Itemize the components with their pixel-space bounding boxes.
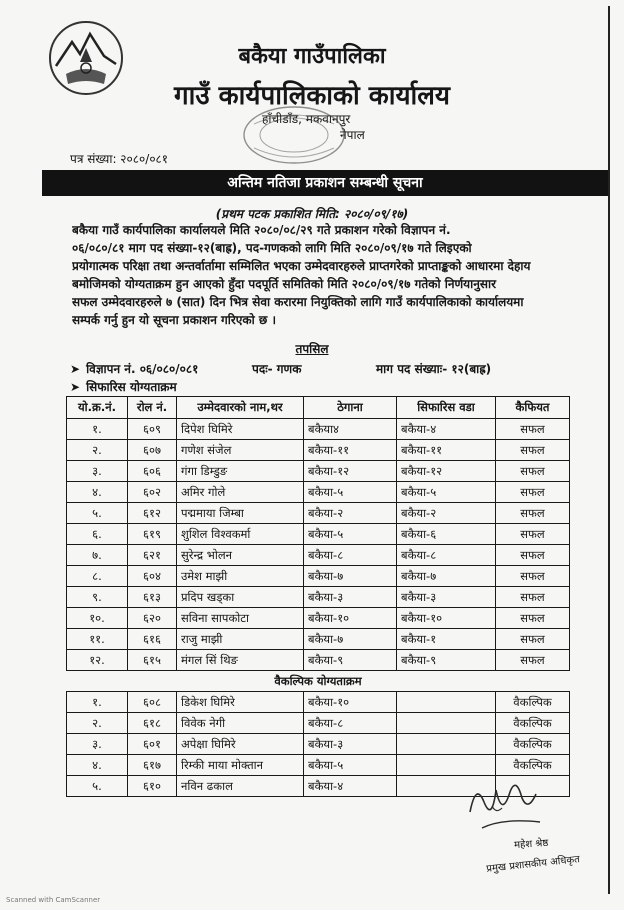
scanner-watermark: Scanned with CamScanner	[6, 896, 101, 904]
cell-address: बकैया-७	[304, 566, 397, 587]
cell-remarks: वैकल्पिक	[496, 734, 570, 755]
cell-name: डिकेश घिमिरे	[177, 692, 304, 713]
cell-ward: बकैया-७	[397, 566, 496, 587]
signatory-name: महेश श्रेष्ठ	[513, 837, 549, 852]
cell-name: विवेक नेगी	[177, 713, 304, 734]
advertisement-number-text: विज्ञापन नं. ०६/०८०/०८१	[86, 362, 199, 376]
table-row	[67, 503, 570, 524]
cell-roll: ६०७	[128, 440, 177, 461]
cell-remarks: वैकल्पिक	[496, 692, 570, 713]
table-row	[67, 734, 570, 755]
cell-remarks: सफल	[496, 524, 570, 545]
header-ward: सिफारिस वडा	[397, 397, 496, 419]
notice-paragraph	[72, 221, 570, 329]
cell-roll: ६०१	[128, 734, 177, 755]
cell-ward: बकैया-४	[397, 419, 496, 440]
cell-name: राजु माझी	[177, 629, 304, 650]
cell-sn: १२.	[67, 650, 128, 671]
cell-remarks: वैकल्पिक	[496, 755, 570, 776]
cell-ward: बकैया-५	[397, 482, 496, 503]
table-row	[67, 692, 570, 713]
cell-sn: ३.	[67, 734, 128, 755]
page-border	[608, 6, 610, 894]
cell-ward: बकैया-१	[397, 629, 496, 650]
paragraph-line: प्रयोगात्मक परिक्षा तथा अन्तर्वार्तामा सम्मिलित भएका उम्मेदवारहरुले प्राप्तगरेको प्राप्ताङ्कको आधारमा देहाय	[72, 259, 531, 273]
cell-sn: ११.	[67, 629, 128, 650]
recommended-label-text: सिफारिस योग्यताक्रम	[86, 380, 177, 394]
cell-name: सविना सापकोटा	[177, 608, 304, 629]
cell-remarks: सफल	[496, 629, 570, 650]
arrow-bullet-icon: ➤	[70, 362, 81, 376]
paragraph-line: बमोजिमको योग्यताक्रम हुन आएको हुँदा पदपूर्ति समितिको मिति २०८०/०९/१७ गतेको निर्णयानुसार	[72, 277, 497, 291]
cell-remarks: सफल	[496, 587, 570, 608]
cell-ward	[397, 692, 496, 713]
cell-sn: १.	[67, 692, 128, 713]
cell-sn: ४.	[67, 755, 128, 776]
cell-address: बकैया-३	[304, 587, 397, 608]
paragraph-line: ०६/०८०/८१ माग पद संख्या-१२(बाह्र), पद-गणकको लागि मिति २०८०/०९/१७ गते लिइएको	[72, 241, 472, 255]
recommended-label	[70, 378, 177, 395]
demand-count: माग पद संख्याः- १२(बाह्र)	[376, 362, 492, 376]
paragraph-line: बकैया गाउँ कार्यपालिका कार्यालयले मिति २०८०/०८/२९ गते प्रकाशन गरेको विज्ञापन नं.	[72, 223, 451, 237]
cell-ward: बकैया-१०	[397, 608, 496, 629]
cell-name: गंगा डिम्डुङ	[177, 461, 304, 482]
table-row	[67, 608, 570, 629]
publish-date: (प्रथम पटक प्रकाशित मिति: २०८०/०९/१७)	[215, 207, 409, 221]
office-stamp-icon	[238, 102, 350, 168]
cell-sn: ४.	[67, 482, 128, 503]
address-line-2: नेपाल	[340, 128, 365, 142]
tapasil-heading: तपसिल	[295, 342, 329, 356]
cell-address: बकैया-१०	[304, 692, 397, 713]
cell-address: बकैया-५	[304, 755, 397, 776]
cell-remarks: सफल	[496, 461, 570, 482]
cell-roll: ६१९	[128, 524, 177, 545]
cell-ward: बकैया-२	[397, 503, 496, 524]
cell-roll: ६२०	[128, 608, 177, 629]
cell-roll: ६२१	[128, 545, 177, 566]
office-title: गाउँ कार्यपालिकाको कार्यालय	[174, 81, 450, 111]
post-name: पदः- गणक	[252, 362, 302, 376]
cell-ward: बकैया-१२	[397, 461, 496, 482]
table-row	[67, 650, 570, 671]
table-row	[67, 461, 570, 482]
cell-name: शुशिल विश्वकर्मा	[177, 524, 304, 545]
table-row	[67, 629, 570, 650]
table-row	[67, 419, 570, 440]
address-line-1: हाँचीडाँड, मकवानपुर	[262, 112, 351, 126]
cell-roll: ६१६	[128, 629, 177, 650]
cell-sn: ५.	[67, 503, 128, 524]
cell-remarks: सफल	[496, 650, 570, 671]
cell-roll: ६०४	[128, 566, 177, 587]
table-header-row	[67, 397, 570, 419]
cell-sn: १.	[67, 419, 128, 440]
cell-address: बकैया-७	[304, 629, 397, 650]
cell-name: प्रदिप खड्का	[177, 587, 304, 608]
cell-name: गणेश संजेल	[177, 440, 304, 461]
results-table	[66, 396, 570, 797]
cell-remarks: सफल	[496, 566, 570, 587]
cell-ward	[397, 734, 496, 755]
cell-name: दिपेश घिमिरे	[177, 419, 304, 440]
cell-name: रिम्की माया मोक्तान	[177, 755, 304, 776]
cell-address: बकैया-८	[304, 545, 397, 566]
cell-remarks: सफल	[496, 503, 570, 524]
cell-sn: २.	[67, 440, 128, 461]
cell-sn: २.	[67, 713, 128, 734]
cell-remarks: वैकल्पिक	[496, 713, 570, 734]
header-roll: रोल नं.	[128, 397, 177, 419]
cell-ward: बकैया-८	[397, 545, 496, 566]
cell-roll: ६१७	[128, 755, 177, 776]
header-name: उम्मेदवारको नाम,थर	[177, 397, 304, 419]
cell-roll: ६०२	[128, 482, 177, 503]
cell-address: बकैया-५	[304, 524, 397, 545]
cell-address: बकैया-११	[304, 440, 397, 461]
header-remarks: कैफियत	[496, 397, 570, 419]
cell-ward: बकैया-११	[397, 440, 496, 461]
cell-address: बकैया४	[304, 419, 397, 440]
table-row	[67, 440, 570, 461]
header-address: ठेगाना	[304, 397, 397, 419]
cell-address: बकैया-५	[304, 482, 397, 503]
cell-ward: बकैया-३	[397, 587, 496, 608]
cell-name: अपेक्षा घिमिरे	[177, 734, 304, 755]
cell-sn: ९.	[67, 587, 128, 608]
signature-scribble-icon	[462, 772, 552, 842]
cell-ward: बकैया-९	[397, 650, 496, 671]
cell-ward: बकैया-६	[397, 524, 496, 545]
cell-roll: ६१८	[128, 713, 177, 734]
alternate-section-row	[67, 671, 570, 692]
letter-number: पत्र संख्या: २०८०/०८१	[70, 152, 169, 166]
cell-roll: ६१३	[128, 587, 177, 608]
cell-name: मंगल सिं थिङ	[177, 650, 304, 671]
cell-roll: ६०८	[128, 692, 177, 713]
cell-remarks: सफल	[496, 440, 570, 461]
cell-remarks: सफल	[496, 419, 570, 440]
table-row	[67, 713, 570, 734]
cell-remarks: सफल	[496, 482, 570, 503]
cell-address: बकैया-१२	[304, 461, 397, 482]
paragraph-line: सम्पर्क गर्नु हुन यो सूचना प्रकाशन गरिएको छ ।	[72, 313, 277, 327]
cell-address: बकैया-३	[304, 734, 397, 755]
cell-remarks: सफल	[496, 545, 570, 566]
table-row	[67, 482, 570, 503]
cell-address: बकैया-४	[304, 776, 397, 797]
cell-sn: ७.	[67, 545, 128, 566]
cell-name: अमिर गोले	[177, 482, 304, 503]
cell-roll: ६१२	[128, 503, 177, 524]
cell-roll: ६०६	[128, 461, 177, 482]
cell-remarks: सफल	[496, 608, 570, 629]
cell-address: बकैया-८	[304, 713, 397, 734]
notice-banner: अन्तिम नतिजा प्रकाशन सम्बन्धी सूचना	[42, 170, 608, 196]
cell-roll: ६१०	[128, 776, 177, 797]
cell-name: नविन ढकाल	[177, 776, 304, 797]
header-sn: यो.क्र.नं.	[67, 397, 128, 419]
cell-address: बकैया-१०	[304, 608, 397, 629]
cell-sn: ६.	[67, 524, 128, 545]
cell-sn: १०.	[67, 608, 128, 629]
cell-roll: ६०९	[128, 419, 177, 440]
table-row	[67, 566, 570, 587]
alternate-section-label: वैकल्पिक योग्यताक्रम	[67, 671, 570, 692]
cell-address: बकैया-९	[304, 650, 397, 671]
cell-ward	[397, 713, 496, 734]
cell-name: उमेश माझी	[177, 566, 304, 587]
advertisement-number	[70, 360, 198, 377]
signatory-title: प्रमुख प्रशासकीय अधिकृत	[485, 854, 581, 875]
office-name: बकैया गाउँपालिका	[238, 44, 386, 69]
cell-roll: ६१५	[128, 650, 177, 671]
table-row	[67, 587, 570, 608]
cell-name: पद्ममाया जिम्बा	[177, 503, 304, 524]
table-row	[67, 545, 570, 566]
cell-sn: ५.	[67, 776, 128, 797]
cell-sn: ८.	[67, 566, 128, 587]
table-row	[67, 524, 570, 545]
cell-sn: ३.	[67, 461, 128, 482]
cell-address: बकैया-२	[304, 503, 397, 524]
cell-name: सुरेन्द्र भोलन	[177, 545, 304, 566]
paragraph-line: सफल उम्मेदवारहरुले ७ (सात) दिन भित्र सेवा करारमा नियुक्तिको लागि गाउँ कार्यपालिकाको कार्यालयमा	[72, 295, 524, 309]
arrow-bullet-icon: ➤	[70, 380, 81, 394]
